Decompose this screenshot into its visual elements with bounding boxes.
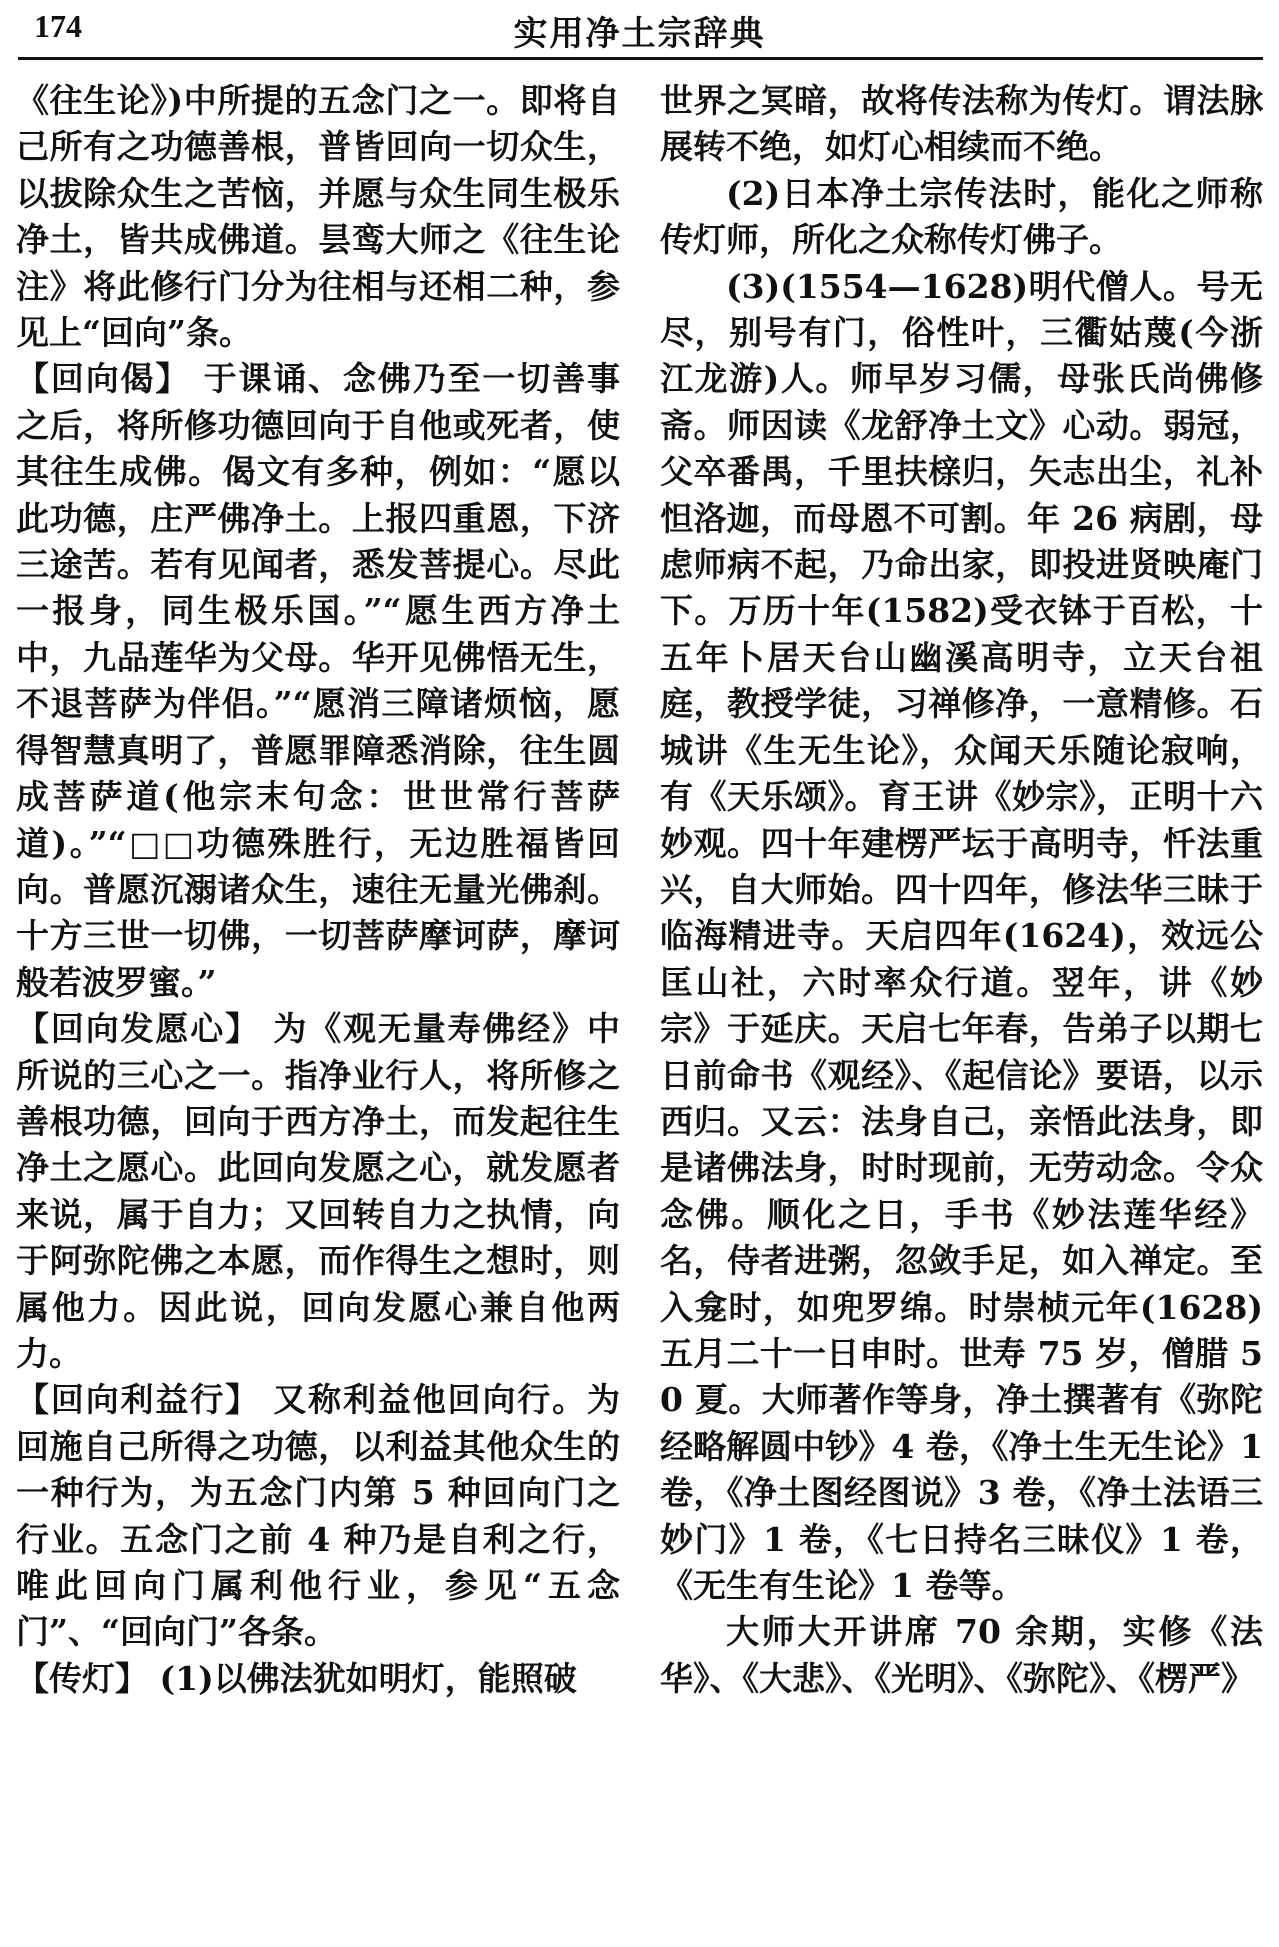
entry-paragraph: 大师大开讲席 70 余期，实修《法华》、《大悲》、《光明》、《弥陀》、《楞严》 <box>660 1612 1263 1698</box>
entry-headword: 【回向偈】 <box>16 359 191 399</box>
entry-text: 又称利益他回向行。为回施自己所得之功德，以利益其他众生的一种行为，为五念门内第 5 种回向门之行业。五念门之前 4 种乃是自利之行，唯此回向门属利他行业，参见“五念门”、“回向门”各条。 <box>16 1380 621 1652</box>
right-column <box>660 78 1263 1702</box>
running-title: 实用净土宗辞典 <box>513 14 766 54</box>
entry-headword: 【传灯】 <box>16 1658 148 1698</box>
entry-paragraph: 世界之冥暗，故将传法称为传灯。谓法脉展转不绝，如灯心相续而不绝。 <box>660 81 1263 167</box>
entry-text: 于课诵、念佛乃至一切善事之后，将所修功德回向于自他或死者，使其往生成佛。偈文有多种，例如：“愿以此功德，庄严佛净土。上报四重恩，下济三途苦。若有见闻者，悉发菩提心。尽此一报身，同生极乐国。”“愿生西方净土中，九品莲华为父母。华开见佛悟无生，不退菩萨为伴侣。”“愿消三障诸烦恼，愿得智慧真明了，普愿罪障悉消除，往生圆成菩萨道(他宗末句念：世世常行菩萨道)。”“□□功德殊胜行，无边胜福皆回向。普愿沉溺诸众生，速往无量光佛刹。十方三世一切佛，一切菩萨摩诃萨，摩诃般若波罗蜜。” <box>16 359 620 1002</box>
entry-text: (1)以佛法犹如明灯，能照破 <box>159 1658 577 1698</box>
header-rule <box>18 57 1263 60</box>
entry-continuation: 《往生论》)中所提的五念门之一。即将自己所有之功德善根，普皆回向一切众生，以拔除众生之苦恼，并愿与众生同生极乐净土，皆共成佛道。昙鸾大师之《往生论注》将此修行门分为往相与还相二种，参见上“回向”条。 <box>16 81 620 353</box>
left-column <box>16 78 620 1702</box>
entry-paragraph: (3)(1554—1628)明代僧人。号无尽，别号有门，俗性叶，三衢姑蔑(今浙江龙游)人。师早岁习儒，母张氏尚佛修斋。师因读《龙舒净土文》心动。弱冠，父卒番禺，千里扶榇归，矢志出尘，礼补怛洛迦，而母恩不可割。年 26 病剧，母虑师病不起，乃命出家，即投进贤映庵门下。万历十年(1582)受衣钵于百松，十五年卜居天台山幽溪高明寺，立天台祖庭，教授学徒，习禅修净，一意精修。石城讲《生无生论》，众闻天乐随论寂响，有《天乐颂》。育王讲《妙宗》，正明十六妙观。四十年建楞严坛于高明寺，忏法重兴，自大师始。四十四年，修法华三昧于临海精进寺。天启四年(1624)，效远公匡山社，六时率众行道。翌年，讲《妙宗》于延庆。天启七年春，告弟子以期七日前命书《观经》、《起信论》要语，以示西归。又云：法身自己，亲悟此法身，即是诸佛法身，时时现前，无劳动念。令众念佛。顺化之日，手书《妙法莲华经》名，侍者进粥，忽敛手足，如入禅定。至入龛时，如兜罗绵。时崇桢元年(1628)五月二十一日申时。世寿 75 岁，僧腊 50 夏。大师著作等身，净土撰著有《弥陀经略解圆中钞》4 卷，《净土生无生论》1 卷，《净土图经图说》3 卷，《净土法语三妙门》1 卷，《七日持名三昧仪》1 卷，《无生有生论》1 卷等。 <box>660 266 1263 1605</box>
entry-headword: 【回向发愿心】 <box>16 1009 260 1049</box>
entry-text: 为《观无量寿佛经》中所说的三心之一。指净业行人，将所修之善根功德，回向于西方净土，而发起往生净土之愿心。此回向发愿之心，就发愿者来说，属于自力；又回转自力之执情，向于阿弥陀佛之本愿，而作得生之想时，则属他力。因此说，回向发愿心兼自他两力。 <box>16 1009 621 1373</box>
page-header <box>0 0 1279 62</box>
dictionary-entry <box>16 1656 620 1702</box>
entry-paragraph: (2)日本净土宗传法时，能化之师称传灯师，所化之众称传灯佛子。 <box>660 173 1263 260</box>
page-number: 174 <box>34 8 82 44</box>
dictionary-entry <box>16 356 620 1006</box>
entry-headword: 【回向利益行】 <box>16 1380 260 1420</box>
dictionary-entry <box>16 1006 620 1377</box>
dictionary-entry <box>16 1377 620 1655</box>
